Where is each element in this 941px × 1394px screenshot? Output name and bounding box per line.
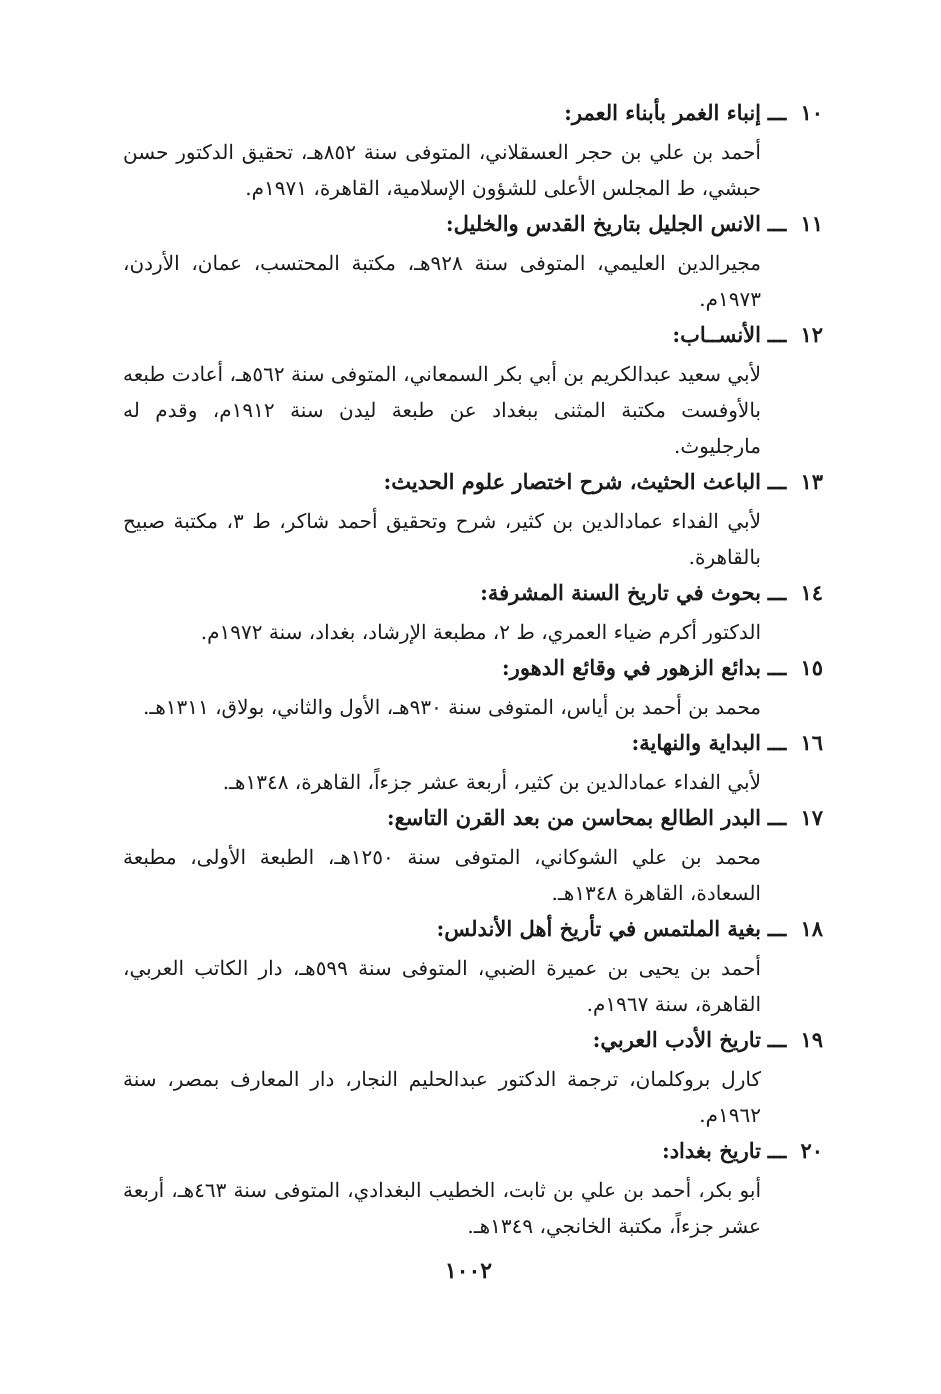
bibliography-entry	[123, 322, 823, 464]
entry-number: ١٤	[800, 580, 823, 605]
entry-description: مجيرالدين العليمي، المتوفى سنة ٩٢٨هـ، مكتبة المحتسب، عمان، الأردن، ١٩٧٣م.	[123, 251, 762, 311]
bibliography-entry	[123, 580, 823, 650]
entry-number: ١٥	[800, 655, 823, 680]
entry-number: ٢٠	[800, 1138, 823, 1163]
entry-heading	[123, 580, 823, 614]
entry-number: ١٩	[800, 1027, 823, 1052]
entry-number: ١٠	[800, 100, 823, 125]
entry-heading	[123, 655, 823, 689]
entry-heading	[123, 730, 823, 764]
bibliography-entry	[123, 1138, 823, 1244]
entry-dash: ـــ	[767, 100, 787, 125]
page-number	[0, 1258, 941, 1284]
entry-dash: ـــ	[767, 1138, 787, 1163]
entry-title: البدر الطالع بمحاسن من بعد القرن التاسع:	[386, 805, 761, 830]
entry-title: الأنســاب:	[672, 322, 761, 347]
entry-number: ١٦	[800, 730, 823, 755]
entry-dash: ـــ	[767, 580, 787, 605]
entry-title: بدائع الزهور في وقائع الدهور:	[501, 655, 761, 680]
entry-dash: ـــ	[767, 805, 787, 830]
entry-description: لأبي سعيد عبدالكريم بن أبي بكر السمعاني، المتوفى سنة ٥٦٢هـ، أعادت طبعه بالأوفست مكتبة المثنى ببغداد عن طبعة ليدن سنة ١٩١٢م، وقدم له مارجليوث.	[123, 362, 762, 458]
entry-number: ١٣	[800, 469, 823, 494]
entry-description: أبو بكر، أحمد بن علي بن ثابت، الخطيب البغدادي، المتوفى سنة ٤٦٣هـ، أربعة عشر جزءاً، مكتبة الخانجي، ١٣٤٩هـ.	[123, 1178, 761, 1238]
entry-title: تاريخ بغداد:	[661, 1138, 761, 1163]
page-number-label: ١٠٠٢	[444, 1258, 493, 1284]
entry-heading	[123, 1138, 823, 1172]
bibliography-entry	[123, 805, 823, 911]
entry-title: البداية والنهاية:	[631, 730, 761, 755]
bibliography-entry	[123, 655, 823, 725]
entry-description: لأبي الفداء عمادالدين بن كثير، أربعة عشر جزءاً، القاهرة، ١٣٤٨هـ.	[222, 770, 761, 794]
bibliography-entry	[123, 100, 823, 206]
entry-description: محمد بن أحمد بن أياس، المتوفى سنة ٩٣٠هـ، الأول والثاني، بولاق، ١٣١١هـ.	[143, 695, 761, 719]
entry-heading	[123, 1027, 823, 1061]
entry-dash: ـــ	[767, 916, 787, 941]
entry-title: تاريخ الأدب العربي:	[592, 1027, 761, 1052]
entry-description: لأبي الفداء عمادالدين بن كثير، شرح وتحقيق أحمد شاكر، ط ٣، مكتبة صبيح بالقاهرة.	[123, 509, 761, 569]
entry-title: إنباء الغمر بأبناء العمر:	[564, 100, 761, 125]
entry-description: محمد بن علي الشوكاني، المتوفى سنة ١٢٥٠هـ، الطبعة الأولى، مطبعة السعادة، القاهرة ١٣٤٨هـ.	[123, 845, 761, 905]
bibliography-list	[123, 100, 823, 1249]
entry-description: الدكتور أكرم ضياء العمري، ط ٢، مطبعة الإرشاد، بغداد، سنة ١٩٧٢م.	[200, 620, 761, 644]
entry-heading	[123, 916, 823, 950]
entry-title: بحوث في تاريخ السنة المشرفة:	[480, 580, 761, 605]
entry-heading	[123, 322, 823, 356]
entry-heading	[123, 805, 823, 839]
entry-number: ١٢	[800, 322, 823, 347]
entry-dash: ـــ	[767, 730, 787, 755]
bibliography-entry	[123, 730, 823, 800]
entry-title: الانس الجليل بتاريخ القدس والخليل:	[445, 211, 761, 236]
bibliography-entry	[123, 211, 823, 317]
entry-number: ١٨	[800, 916, 823, 941]
entry-number: ١٧	[800, 805, 823, 830]
entry-dash: ـــ	[767, 655, 787, 680]
entry-dash: ـــ	[767, 322, 787, 347]
entry-description: أحمد بن علي بن حجر العسقلاني، المتوفى سنة ٨٥٢هـ، تحقيق الدكتور حسن حبشي، ط المجلس الأعلى للشؤون الإسلامية، القاهرة، ١٩٧١م.	[123, 140, 761, 200]
entry-dash: ـــ	[767, 211, 787, 236]
bibliography-entry	[123, 1027, 823, 1133]
entry-description: كارل بروكلمان، ترجمة الدكتور عبدالحليم النجار، دار المعارف بمصر، سنة ١٩٦٢م.	[123, 1067, 761, 1127]
entry-dash: ـــ	[767, 469, 787, 494]
bibliography-entry	[123, 916, 823, 1022]
entry-heading	[123, 100, 823, 134]
entry-number: ١١	[800, 211, 823, 236]
entry-title: الباعث الحثيث، شرح اختصار علوم الحديث:	[383, 469, 761, 494]
entry-dash: ـــ	[767, 1027, 787, 1052]
entry-title: بغية الملتمس في تأريخ أهل الأندلس:	[436, 916, 761, 941]
entry-heading	[123, 211, 823, 245]
entry-description: أحمد بن يحيى بن عميرة الضبي، المتوفى سنة ٥٩٩هـ، دار الكاتب العربي، القاهرة، سنة ١٩٦٧م.	[123, 956, 761, 1016]
bibliography-entry	[123, 469, 823, 575]
entry-heading	[123, 469, 823, 503]
